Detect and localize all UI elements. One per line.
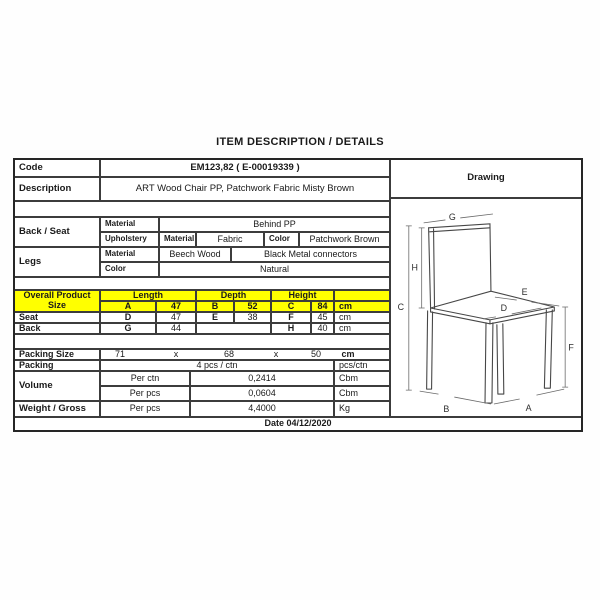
date-row: Date 04/12/2020 <box>14 417 582 431</box>
back-seat-material-label: Material <box>100 217 159 232</box>
chair-drawing <box>391 198 581 417</box>
volume-per-ctn-label: Per ctn <box>100 371 190 386</box>
dim-label-b: B <box>443 403 450 414</box>
packing-size-sep2: x <box>273 348 279 359</box>
legs-material-value2: Black Metal connectors <box>231 247 390 262</box>
page-title: ITEM DESCRIPTION / DETAILS <box>216 136 384 148</box>
back-seat-label: Back / Seat <box>14 217 100 247</box>
upholstery-material-value: Fabric <box>196 232 264 247</box>
legs-material-label: Material <box>100 247 159 262</box>
weight-per-label: Per pcs <box>100 401 190 417</box>
back-seat-material-value: Behind PP <box>159 217 390 232</box>
code-label: Code <box>14 159 100 177</box>
back-height-key: H <box>271 323 311 334</box>
upholstery-label: Upholstery <box>100 232 159 247</box>
volume-per-pcs-value: 0,0604 <box>190 386 334 401</box>
seat-height-key: F <box>271 312 311 323</box>
packing-unit: pcs/ctn <box>334 360 390 371</box>
volume-label: Volume <box>14 371 100 401</box>
chair-lines <box>427 224 555 403</box>
overall-height-key: C <box>271 301 311 312</box>
packing-label: Packing <box>14 360 100 371</box>
back-length-key: G <box>100 323 156 334</box>
seat-unit: cm <box>334 312 390 323</box>
legs-color-label: Color <box>100 262 159 277</box>
volume-per-pcs-label: Per pcs <box>100 386 190 401</box>
spacer-row-3 <box>14 334 390 349</box>
upholstery-color-value: Patchwork Brown <box>299 232 390 247</box>
legs-material-value: Beech Wood <box>159 247 231 262</box>
overall-depth-key: B <box>196 301 234 312</box>
packing-value: 4 pcs / ctn <box>100 360 334 371</box>
dim-label-f: F <box>568 342 574 353</box>
packing-size-v2: 68 <box>223 348 234 359</box>
overall-length-val: 47 <box>156 301 196 312</box>
overall-unit: cm <box>334 301 390 312</box>
seat-depth-val: 38 <box>234 312 271 323</box>
size-header: Overall Product Size <box>14 290 100 312</box>
legs-label: Legs <box>14 247 100 277</box>
back-height-val: 40 <box>311 323 334 334</box>
back-depth-empty <box>196 323 271 334</box>
seat-length-key: D <box>100 312 156 323</box>
packing-size-label: Packing Size <box>14 349 100 360</box>
drawing-area <box>390 198 582 417</box>
dimension-labels <box>398 212 575 414</box>
dim-label-g: G <box>448 211 456 222</box>
size-col-unit-empty <box>334 290 390 301</box>
back-label: Back <box>14 323 100 334</box>
drawing-header: Drawing <box>390 159 582 198</box>
volume-per-ctn-value: 0,2414 <box>190 371 334 386</box>
packing-size-unit: cm <box>341 348 355 359</box>
dim-label-h: H <box>411 262 418 273</box>
weight-label: Weight / Gross <box>14 401 100 417</box>
upholstery-material-label: Material <box>159 232 196 247</box>
size-col-length: Length <box>100 290 196 301</box>
overall-length-key: A <box>100 301 156 312</box>
seat-length-val: 47 <box>156 312 196 323</box>
volume-per-pcs-unit: Cbm <box>334 386 390 401</box>
legs-color-value: Natural <box>159 262 390 277</box>
packing-size-v1: 71 <box>114 348 125 359</box>
back-length-val: 44 <box>156 323 196 334</box>
overall-depth-val: 52 <box>234 301 271 312</box>
seat-label: Seat <box>14 312 100 323</box>
dim-label-a: A <box>525 402 532 413</box>
seat-height-val: 45 <box>311 312 334 323</box>
weight-value: 4,4000 <box>190 401 334 417</box>
packing-size-v3: 50 <box>310 348 321 359</box>
description-label: Description <box>14 177 100 201</box>
seat-depth-key: E <box>196 312 234 323</box>
description-value: ART Wood Chair PP, Patchwork Fabric Misty Brown <box>100 177 390 201</box>
dim-label-d: D <box>500 302 508 313</box>
spacer-row-1 <box>14 201 390 217</box>
dim-label-e: E <box>521 287 528 298</box>
code-value: EM123,82 ( E-00019339 ) <box>100 159 390 177</box>
size-col-height: Height <box>271 290 334 301</box>
upholstery-color-label: Color <box>264 232 299 247</box>
volume-per-ctn-unit: Cbm <box>334 371 390 386</box>
weight-unit: Kg <box>334 401 390 417</box>
packing-size-sep1: x <box>173 348 179 359</box>
overall-height-val: 84 <box>311 301 334 312</box>
spacer-row-2 <box>14 277 390 290</box>
back-unit: cm <box>334 323 390 334</box>
size-col-depth: Depth <box>196 290 271 301</box>
dim-label-c: C <box>397 301 405 312</box>
